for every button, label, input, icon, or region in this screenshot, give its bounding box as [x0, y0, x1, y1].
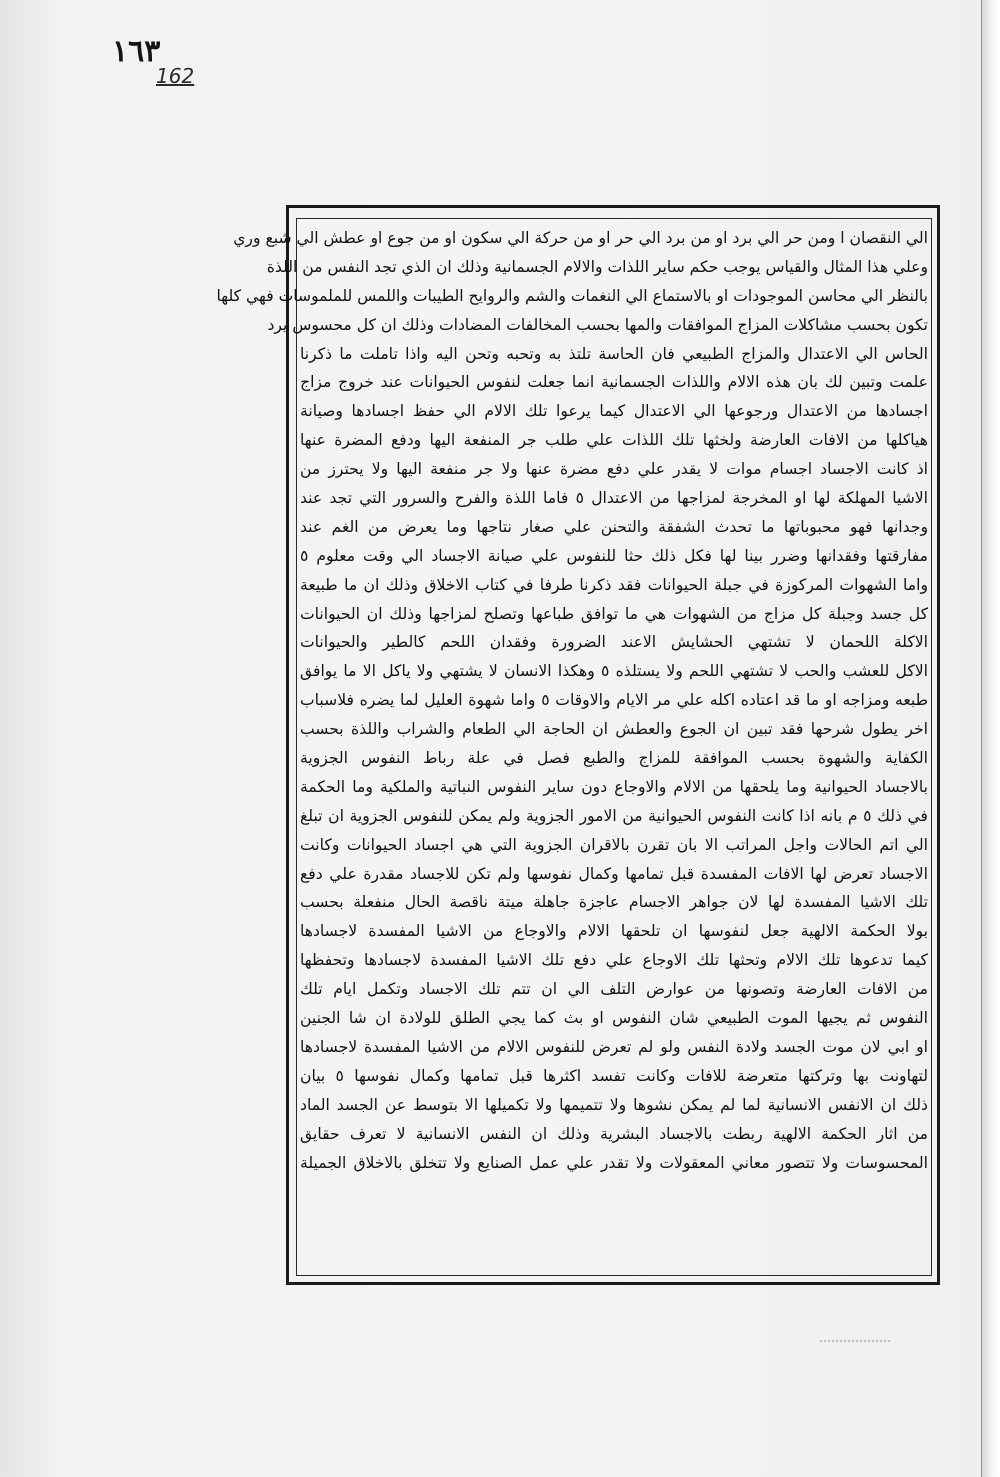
- text-line: بالنظر الي محاسن الموجودات او بالاستماع الي النغمات والشم والروايح الطيبات واللمس للملموسات فهي كلها: [216, 286, 928, 305]
- manuscript-text: [216, 224, 929, 1274]
- text-line: وعلي هذا المثال والقياس يوجب حكم ساير اللذات والالام الجسمانية وذلك ان الذي تجد النفس من اللذة: [266, 257, 928, 276]
- text-line: المحسوسات ولا تتصور معاني المعقولات ولا تقدر علي عمل الصنايع ولا تتخلق بالاخلاق الجميلة: [300, 1153, 928, 1172]
- text-line: هياكلها من الافات العارضة ولخثها تلك اللذات علي طلب جر المنفعة اليها ودفع المضرة عنها: [300, 431, 928, 450]
- text-line: طبعه ومزاجه او ما قد اعتاده اكله علي مر الايام والاوقات ٥ واما شهوة العليل لما يضره فلاسباب: [300, 691, 928, 710]
- text-line: ذلك ان الانفس الانسانية لما لم يمكن نشوها ولا تتميمها ولا تكميلها الا بتوسط عن الجسد الماد: [300, 1095, 928, 1114]
- text-line: الي اتم الحالات واجل المراتب الا بان تقرن بالاقران الجزوية التي هي اجساد الحيوانات وكانت: [300, 835, 928, 854]
- text-line: بولا الحكمة الالهية جعل لنفوسها ان تلحقها الالام والاوجاع من الاشيا المفسدة لاجسادها: [300, 922, 928, 941]
- text-line: من اثار الحكمة الالهية ربطت بالاجساد البشرية وذلك ان النفس الانسانية لا تعرف حقايق: [300, 1124, 928, 1143]
- text-line: من الافات العارضة وتصونها من عوارض التلف الي ان تتم تلك الاجساد وتكمل ايام تلك: [300, 980, 928, 999]
- text-line: الاشيا المهلكة لها او المخرجة لمزاجها من الاعتدال ٥ فاما اللذة والفرح والسرور التي تجد عند: [300, 489, 929, 508]
- text-line: كيما تدعوها تلك الالام وتحثها تلك الاوجاع علي دفع تلك الاشيا المفسدة لاجسادها وتحفظها: [300, 951, 928, 970]
- text-line: الاكلة اللحمان لا تشتهي الحشايش الاعند الضرورة وفقدان اللحم كالطير والحيوانات: [300, 633, 928, 652]
- text-line: مفارقتها وفقدانها وضرر بينا لها فكل ذلك حثا للنفوس علي صيانة الاجساد الي وقت معلوم ٥: [300, 546, 928, 565]
- text-line: تلك الاشيا المفسدة لها لان جواهر الاجسام عاجزة جاهلة ميتة ناقصة الحال منفعلة بحسب: [300, 893, 928, 912]
- text-line: تكون بحسب مشاكلات المزاج الموافقات والمها بحسب المخالفات المضادات وذلك ان كل محسوس يرد: [267, 315, 928, 334]
- text-line: الاكل للعشب والحب لا تشتهي اللحم ولا يستلذه ٥ وهكذا الانسان لا يشتهي ولا ياكل الا ما يوافق: [300, 662, 928, 681]
- text-line: الي النقصان ا ومن حر الي برد او من برد الي حر او من حركة الي سكون او من جوع او عطش الي شبع وري: [233, 229, 928, 247]
- text-line: الكفاية والشهوة بحسب الموافقة للمزاج والطبع فصل في علة رباط النفوس الجزوية: [300, 749, 928, 768]
- text-line: علمت وتبين لك بان هذه الالام واللذات الجسمانية انما جعلت لنفوس الحيوانات عند خروج مزاج: [300, 373, 928, 392]
- folio-number-latin: 162: [156, 64, 195, 88]
- text-line: بالاجساد الحيوانية وما يلحقها من الالام والاوجاع دون ساير النفوس النباتية والملكية وما الحكمة: [300, 777, 928, 796]
- text-line: وجدانها فهو محبوباتها ما تحدث الشفقة والتحنن علي صغار نتاجها وما يعرض من الغم عند: [300, 517, 928, 536]
- text-line: او ابي لان موت الجسد ولادة النفس ولو لم تعرض للنفوس الالام من الاشيا المفسدة لاجسادها: [300, 1037, 928, 1056]
- text-line: اذ كانت الاجساد اجسام موات لا يقدر علي دفع مضرة عنها ولا جر منفعة اليها ولا يحترز من: [300, 460, 928, 479]
- text-line: اخر يطول شرحها فقد تبين ان الجوع والعطش ان الحاجة الي الطعام والشراب واللذة بحسب: [300, 720, 928, 739]
- text-line: لتهاونت بها وتركتها متعرضة للافات وكانت تفسد اكثرها قبل تمامها وكمال نفوسها ٥ بيان: [300, 1066, 928, 1085]
- text-line: الحاس الي الاعتدال والمزاج الطبيعي فان الحاسة تلتذ به وتحبه وتحن اليه واذا تاملت ما ذكرنا: [300, 344, 928, 363]
- text-line: في ذلك ٥ م بانه اذا كانت النفوس الحيوانية من الامور الجزوية ولم يمكن للنفوس الجزوية ان تبلغ: [300, 806, 928, 825]
- text-line: كل جسد وجبلة كل مزاج من الشهوات هي ما توافق طباعها وتصلح لمزاجها وذلك ان الحيوانات: [300, 604, 928, 623]
- page-edge: [981, 0, 1000, 1477]
- folio-number-arabic: ١٦٣: [112, 34, 161, 69]
- ink-smudge: [820, 1340, 890, 1352]
- text-line: النفوس ثم يجيها الموت الطبيعي شان النفوس او بث كما يجي الطلق للولادة ان شا الجنين: [300, 1009, 928, 1028]
- text-line: الاجساد تعرض لها الافات المفسدة قبل تمامها وكمال نفوسها ولم تكن للاجساد مقدرة علي دفع: [300, 864, 928, 883]
- text-line: اجسادها من الاعتدال ورجوعها الي الاعتدال كيما يرعوا تلك الالام الي حفظ اجسادها وصيانة: [300, 402, 928, 421]
- text-line: واما الشهوات المركوزة في جبلة الحيوانات فقد ذكرنا طرفا في كتاب الاخلاق وذلك ان ما طبيعة: [300, 575, 928, 594]
